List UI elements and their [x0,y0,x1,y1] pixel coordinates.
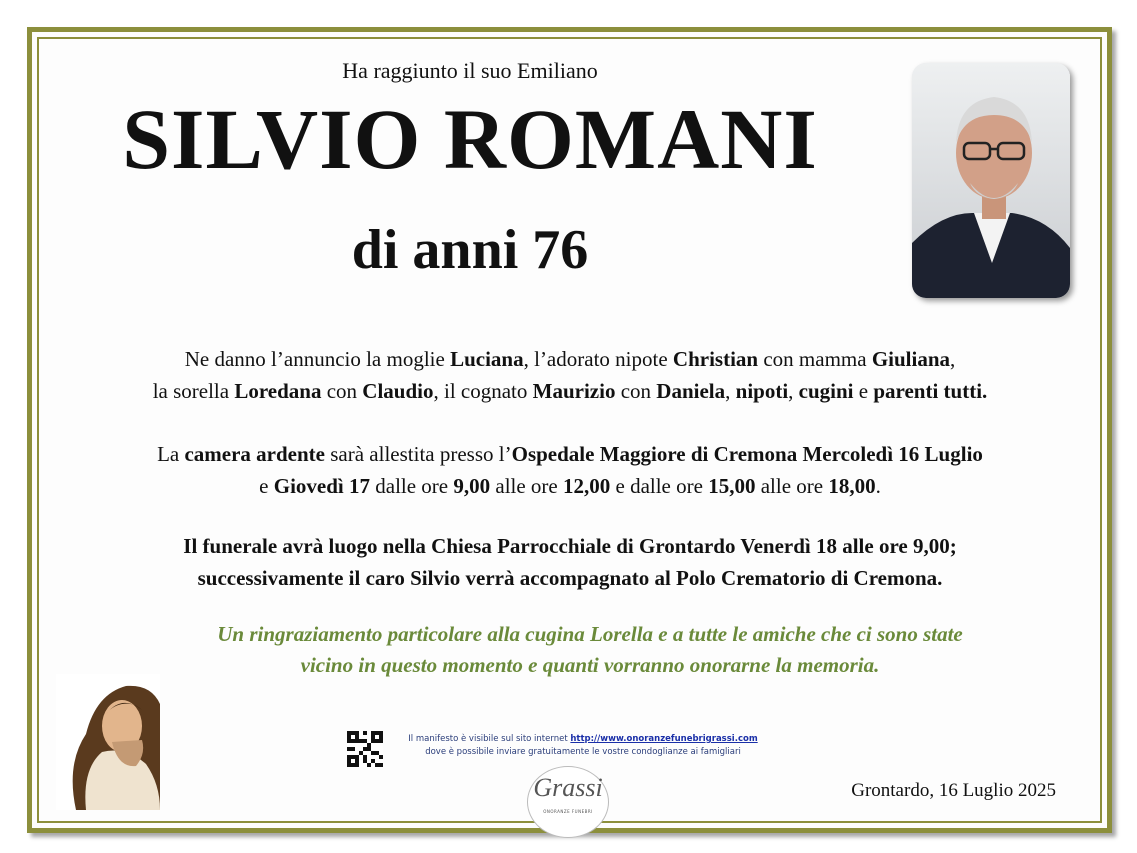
wake-line-2 [60,470,1080,502]
text-segment: e [259,474,274,498]
text-segment: dalle ore [370,474,454,498]
text-segment: alle ore [490,474,563,498]
bold-segment: Giuliana [871,347,951,371]
text-segment: sarà allestita presso l’ [325,442,512,466]
text-segment: , [950,347,956,371]
announcement-paragraph [60,343,1080,407]
text-segment: la sorella [152,379,235,403]
bold-segment: 9,00 [453,474,491,498]
qr-code[interactable] [347,731,383,767]
bold-segment: Claudio [362,379,434,403]
place-date: Grontardo, 16 Luglio 2025 [851,780,1056,801]
bold-segment: parenti tutti. [873,379,988,403]
bold-segment: Christian [672,347,759,371]
text-segment: alle ore [755,474,829,498]
text-segment: , il cognato [433,379,533,403]
funeral-line-1: Il funerale avrà luogo nella Chiesa Parrocchiale di Grontardo Venerdì 18 alle ore 9,00; [183,534,957,558]
bold-segment: Ospedale Maggiore di Cremona Mercoledì 16 Luglio [511,442,983,466]
portrait-photo [912,63,1070,298]
text-segment: e [853,379,874,403]
text-segment: , [788,379,799,403]
bold-segment: 15,00 [708,474,756,498]
intro-text: Ha raggiunto il suo Emiliano [342,58,598,83]
text-segment: con [615,379,657,403]
text-segment: con [321,379,363,403]
bold-segment: camera ardente [184,442,325,466]
wake-line-1 [60,438,1080,470]
website-line-2: dove è possibile inviare gratuitamente le vostre condoglianze ai famigliari [425,747,741,757]
announcement-line-1 [60,343,1080,375]
text-segment: con mamma [758,347,872,371]
thanks-paragraph [80,619,1100,681]
age-text: di anni 76 [351,219,589,281]
announcement-line-2 [60,375,1080,407]
bold-segment: Daniela [656,379,726,403]
bold-segment: nipoti [735,379,789,403]
bold-segment: cugini [798,379,854,403]
website-line-1 [388,733,778,746]
text-segment: Ne danno l’annuncio la moglie [184,347,451,371]
thanks-line-2: vicino in questo momento e quanti vorranno onorarne la memoria. [300,653,880,677]
bold-segment: Maurizio [532,379,616,403]
text-segment: . [875,474,881,498]
wake-paragraph [60,438,1080,502]
website-link[interactable]: http://www.onoranzefunebrigrassi.com [570,734,758,744]
praying-jesus-image [56,674,160,810]
bold-segment: Luciana [450,347,524,371]
funeral-line-2: successivamente il caro Silvio verrà accompagnato al Polo Crematorio di Cremona. [197,566,943,590]
bold-segment: 18,00 [828,474,876,498]
logo-name: Grassi [533,773,603,802]
website-prefix: Il manifesto è visibile sul sito internet [408,734,571,744]
thanks-line-1: Un ringraziamento particolare alla cugina Lorella e a tutte le amiche che ci sono state [217,622,963,646]
bold-segment: Loredana [234,379,322,403]
text-segment: , l’adorato nipote [523,347,673,371]
text-segment: La [157,442,185,466]
bold-segment: 12,00 [563,474,611,498]
text-segment: e dalle ore [610,474,709,498]
funeral-paragraph [60,530,1080,594]
deceased-name: SILVIO ROMANI [122,91,818,187]
bold-segment: Giovedì 17 [273,474,370,498]
logo-subtitle: ONORANZE FUNEBRI [543,809,593,814]
text-segment: , [725,379,736,403]
grassi-logo [527,766,609,838]
website-notice [388,733,778,759]
